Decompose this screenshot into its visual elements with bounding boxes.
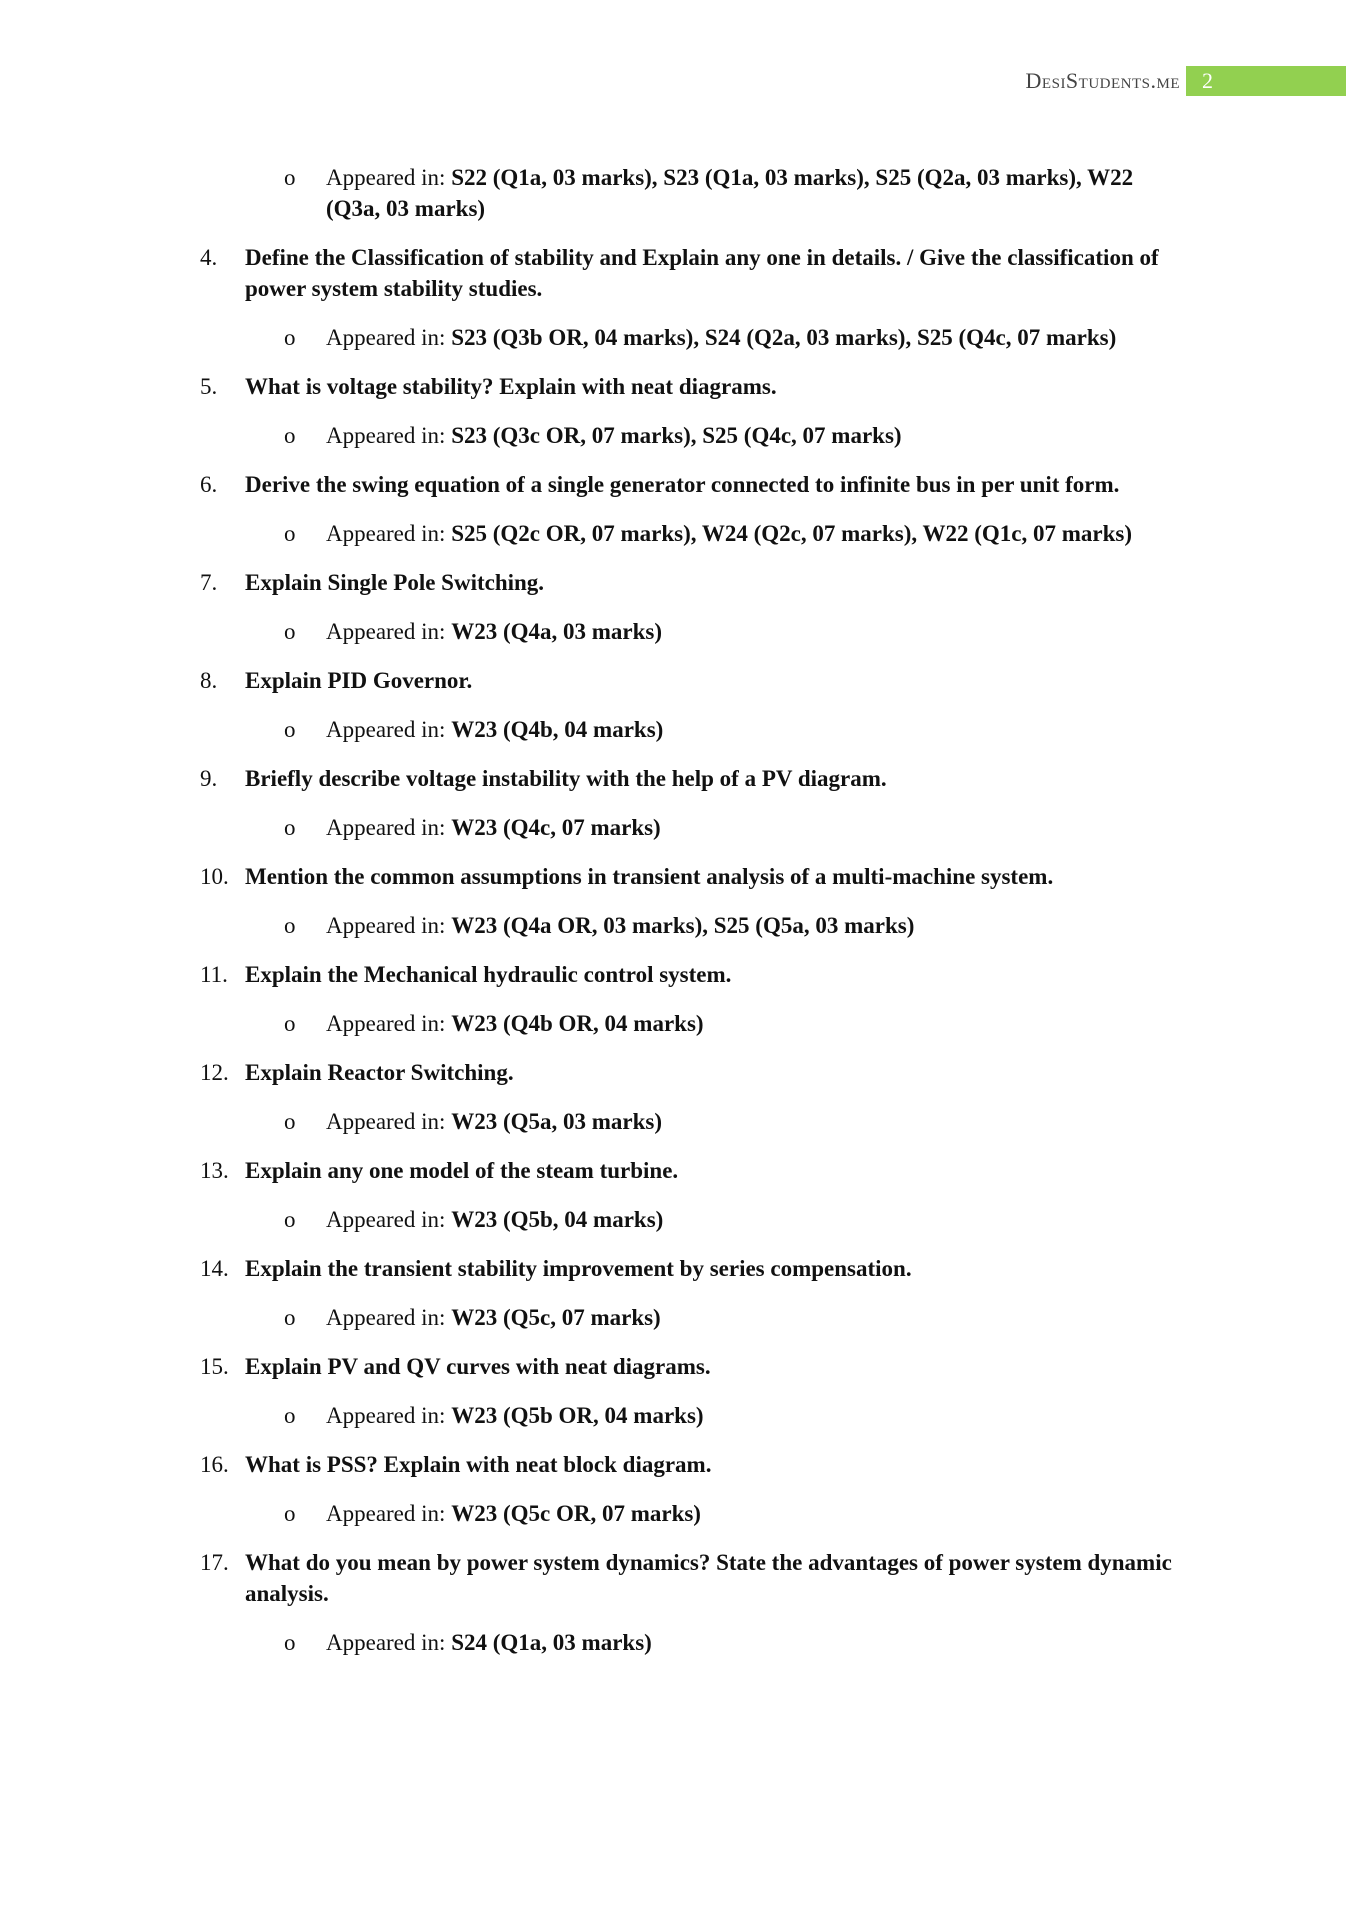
question-number: 11.	[200, 962, 228, 987]
question-number: 12.	[200, 1060, 229, 1085]
appeared-label: Appeared in:	[326, 521, 452, 546]
bullet-marker: o	[284, 1501, 296, 1526]
question-text: Explain the Mechanical hydraulic control system.	[245, 962, 732, 987]
question-number: 16.	[200, 1452, 229, 1477]
bullet-marker: o	[284, 521, 296, 546]
page-number-badge: 2	[1186, 66, 1346, 96]
question-item	[0, 1449, 1358, 1480]
appeared-label: Appeared in:	[326, 325, 452, 350]
question-text: What do you mean by power system dynamics? State the advantages of power system dynamic analysis.	[245, 1550, 1172, 1606]
question-item	[0, 665, 1358, 696]
question-text: Mention the common assumptions in transient analysis of a multi-machine system.	[245, 864, 1054, 889]
question-text: What is PSS? Explain with neat block diagram.	[245, 1452, 712, 1477]
bullet-marker: o	[284, 717, 296, 742]
question-number: 5.	[200, 374, 218, 399]
appeared-refs: W23 (Q5b, 04 marks)	[451, 1207, 664, 1232]
appeared-in-item	[0, 1106, 1358, 1137]
question-text: Define the Classification of stability and Explain any one in details. / Give the classification of power system stability studies.	[245, 245, 1159, 301]
question-text: What is voltage stability? Explain with neat diagrams.	[245, 374, 777, 399]
appeared-label: Appeared in:	[326, 1630, 452, 1655]
appeared-in-item	[0, 162, 1358, 224]
question-text: Explain Reactor Switching.	[245, 1060, 514, 1085]
question-item	[0, 1057, 1358, 1088]
appeared-refs: S23 (Q3b OR, 04 marks), S24 (Q2a, 03 marks), S25 (Q4c, 07 marks)	[451, 325, 1117, 350]
appeared-label: Appeared in:	[326, 913, 452, 938]
question-number: 17.	[200, 1550, 229, 1575]
appeared-in-item	[0, 1204, 1358, 1235]
bullet-marker: o	[284, 913, 296, 938]
question-text: Explain PV and QV curves with neat diagrams.	[245, 1354, 711, 1379]
bullet-marker: o	[284, 1630, 296, 1655]
appeared-in-item	[0, 1627, 1358, 1658]
bullet-marker: o	[284, 619, 296, 644]
appeared-label: Appeared in:	[326, 815, 452, 840]
question-item	[0, 1547, 1358, 1609]
question-number: 9.	[200, 766, 218, 791]
question-number: 6.	[200, 472, 218, 497]
appeared-refs: W23 (Q5a, 03 marks)	[451, 1109, 663, 1134]
question-number: 15.	[200, 1354, 229, 1379]
appeared-refs: W23 (Q5b OR, 04 marks)	[451, 1403, 704, 1428]
appeared-in-item	[0, 1498, 1358, 1529]
appeared-refs: S24 (Q1a, 03 marks)	[451, 1630, 652, 1655]
appeared-refs: W23 (Q4a OR, 03 marks), S25 (Q5a, 03 marks)	[451, 913, 915, 938]
appeared-label: Appeared in:	[326, 619, 452, 644]
question-item	[0, 469, 1358, 500]
bullet-marker: o	[284, 1207, 296, 1232]
appeared-in-item	[0, 420, 1358, 451]
question-item	[0, 763, 1358, 794]
question-item	[0, 371, 1358, 402]
appeared-refs: S22 (Q1a, 03 marks), S23 (Q1a, 03 marks), S25 (Q2a, 03 marks), W22 (Q3a, 03 marks)	[326, 165, 1134, 221]
appeared-refs: W23 (Q4a, 03 marks)	[451, 619, 663, 644]
appeared-label: Appeared in:	[326, 717, 452, 742]
question-text: Explain Single Pole Switching.	[245, 570, 545, 595]
question-text: Briefly describe voltage instability with the help of a PV diagram.	[245, 766, 887, 791]
question-text: Explain any one model of the steam turbine.	[245, 1158, 679, 1183]
bullet-marker: o	[284, 1011, 296, 1036]
bullet-marker: o	[284, 325, 296, 350]
question-item	[0, 567, 1358, 598]
page-header	[0, 66, 1358, 98]
appeared-refs: S25 (Q2c OR, 07 marks), W24 (Q2c, 07 marks), W22 (Q1c, 07 marks)	[451, 521, 1132, 546]
question-item	[0, 1155, 1358, 1186]
question-number: 7.	[200, 570, 218, 595]
question-number: 10.	[200, 864, 229, 889]
appeared-in-item	[0, 714, 1358, 745]
appeared-label: Appeared in:	[326, 1207, 452, 1232]
appeared-in-item	[0, 322, 1358, 353]
appeared-in-item	[0, 616, 1358, 647]
appeared-in-item	[0, 1008, 1358, 1039]
question-number: 4.	[200, 245, 218, 270]
question-item	[0, 1253, 1358, 1284]
appeared-in-item	[0, 1400, 1358, 1431]
appeared-in-item	[0, 518, 1358, 549]
appeared-in-item	[0, 910, 1358, 941]
appeared-refs: W23 (Q5c OR, 07 marks)	[451, 1501, 701, 1526]
appeared-label: Appeared in:	[326, 1011, 452, 1036]
question-text: Explain PID Governor.	[245, 668, 473, 693]
question-number: 13.	[200, 1158, 229, 1183]
appeared-label: Appeared in:	[326, 165, 452, 190]
question-list	[0, 162, 1358, 1676]
appeared-refs: S23 (Q3c OR, 07 marks), S25 (Q4c, 07 marks)	[451, 423, 902, 448]
appeared-label: Appeared in:	[326, 1501, 452, 1526]
question-item	[0, 242, 1358, 304]
bullet-marker: o	[284, 165, 296, 190]
appeared-refs: W23 (Q5c, 07 marks)	[451, 1305, 661, 1330]
appeared-in-item	[0, 812, 1358, 843]
appeared-refs: W23 (Q4c, 07 marks)	[451, 815, 661, 840]
appeared-label: Appeared in:	[326, 1305, 452, 1330]
bullet-marker: o	[284, 815, 296, 840]
question-item	[0, 1351, 1358, 1382]
appeared-label: Appeared in:	[326, 1403, 452, 1428]
question-item	[0, 959, 1358, 990]
question-text: Explain the transient stability improvement by series compensation.	[245, 1256, 912, 1281]
question-number: 14.	[200, 1256, 229, 1281]
appeared-refs: W23 (Q4b, 04 marks)	[451, 717, 664, 742]
site-name: DesiStudents.me	[1025, 68, 1180, 93]
appeared-in-item	[0, 1302, 1358, 1333]
question-text: Derive the swing equation of a single generator connected to infinite bus in per unit form.	[245, 472, 1120, 497]
appeared-label: Appeared in:	[326, 1109, 452, 1134]
bullet-marker: o	[284, 1403, 296, 1428]
bullet-marker: o	[284, 1109, 296, 1134]
appeared-label: Appeared in:	[326, 423, 452, 448]
bullet-marker: o	[284, 423, 296, 448]
bullet-marker: o	[284, 1305, 296, 1330]
question-number: 8.	[200, 668, 218, 693]
appeared-refs: W23 (Q4b OR, 04 marks)	[451, 1011, 704, 1036]
question-item	[0, 861, 1358, 892]
